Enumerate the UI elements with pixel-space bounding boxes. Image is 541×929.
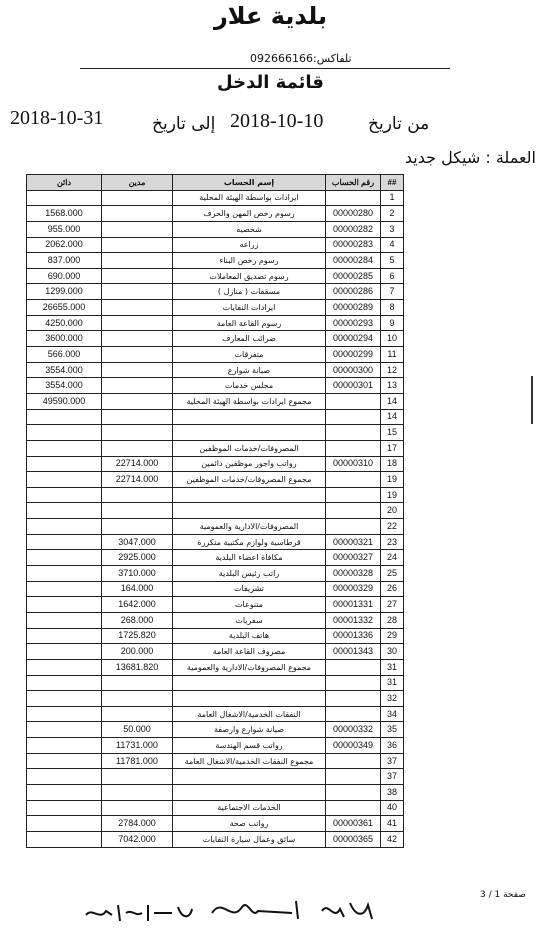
cell-credit: 3554.000	[27, 362, 102, 378]
table-row	[27, 722, 404, 738]
cell-debit	[102, 237, 173, 253]
cell-row-number: 28	[381, 612, 404, 628]
cell-debit: 11731.000	[102, 738, 173, 754]
cell-account-number	[326, 472, 381, 488]
cell-debit	[102, 675, 173, 691]
cell-account-number	[326, 769, 381, 785]
cell-row-number: 37	[381, 753, 404, 769]
cell-debit	[102, 519, 173, 535]
cell-account-number: 00000299	[326, 347, 381, 363]
table-row	[27, 300, 404, 316]
cell-account-number	[326, 503, 381, 519]
cell-row-number: 13	[381, 378, 404, 394]
cell-debit	[102, 440, 173, 456]
cell-row-number: 41	[381, 816, 404, 832]
cell-row-number: 19	[381, 472, 404, 488]
cell-debit	[102, 503, 173, 519]
cell-credit	[27, 456, 102, 472]
cell-account-name: المصروفات/الادارية والعمومية	[173, 519, 326, 535]
cell-debit	[102, 706, 173, 722]
cell-credit	[27, 472, 102, 488]
cell-account-number	[326, 425, 381, 441]
cell-credit: 837.000	[27, 253, 102, 269]
cell-account-name: مجموع النفقات الخدمية/الاشغال العامة	[173, 753, 326, 769]
table-row	[27, 659, 404, 675]
cell-credit	[27, 425, 102, 441]
to-date-label: إلى تاريخ	[152, 114, 216, 134]
cell-row-number: 25	[381, 566, 404, 582]
cell-row-number: 32	[381, 691, 404, 707]
cell-credit	[27, 612, 102, 628]
cell-row-number: 14	[381, 409, 404, 425]
cell-credit	[27, 534, 102, 550]
table-row	[27, 206, 404, 222]
cell-account-name: رواتب قسم الهندسة	[173, 738, 326, 754]
cell-account-number	[326, 409, 381, 425]
cell-account-name: قرطاسية ولوازم مكتبية متكررة	[173, 534, 326, 550]
cell-debit: 22714.000	[102, 456, 173, 472]
table-row	[27, 597, 404, 613]
header-credit: دائن	[27, 175, 102, 191]
phone-fax: تلفاكس:092666166	[250, 52, 352, 65]
cell-account-number: 00000284	[326, 253, 381, 269]
cell-account-name: ايرادات النفايات	[173, 300, 326, 316]
table-row	[27, 784, 404, 800]
cell-account-name: مجلس خدمات	[173, 378, 326, 394]
cell-credit	[27, 644, 102, 660]
cell-account-name: رسوم رخص المهن والحرف	[173, 206, 326, 222]
cell-debit	[102, 300, 173, 316]
table-row	[27, 456, 404, 472]
cell-account-name: رسوم تصديق المعاملات	[173, 268, 326, 284]
cell-account-name: رسوم رخص البناء	[173, 253, 326, 269]
table-row	[27, 253, 404, 269]
table-row	[27, 378, 404, 394]
table-row	[27, 753, 404, 769]
cell-account-name: الخدمات الاجتماعية	[173, 800, 326, 816]
cell-debit	[102, 331, 173, 347]
cell-debit	[102, 393, 173, 409]
cell-account-number: 00000329	[326, 581, 381, 597]
cell-credit	[27, 487, 102, 503]
cell-account-name: رسوم القاعة العامة	[173, 315, 326, 331]
table-row	[27, 581, 404, 597]
cell-credit: 566.000	[27, 347, 102, 363]
cell-account-name: رواتب صحة	[173, 816, 326, 832]
cell-account-name: شخصيه	[173, 221, 326, 237]
cell-credit	[27, 753, 102, 769]
cell-row-number: 12	[381, 362, 404, 378]
from-date: 2018-10-10	[230, 110, 324, 132]
cell-debit: 2784.000	[102, 816, 173, 832]
cell-debit: 200.000	[102, 644, 173, 660]
table-row	[27, 769, 404, 785]
cell-row-number: 30	[381, 644, 404, 660]
table-row	[27, 519, 404, 535]
cell-debit: 1725.820	[102, 628, 173, 644]
cell-account-name: مصروف القاعة العامة	[173, 644, 326, 660]
table-row	[27, 221, 404, 237]
cell-debit: 1642.000	[102, 597, 173, 613]
cell-account-number: 00000293	[326, 315, 381, 331]
cell-account-number: 00000332	[326, 722, 381, 738]
to-date: 2018-10-31	[10, 107, 104, 129]
cell-debit: 7042.000	[102, 831, 173, 847]
cell-account-name: النفقات الخدمية/الاشغال العامة	[173, 706, 326, 722]
cell-account-number	[326, 784, 381, 800]
cell-debit: 50.000	[102, 722, 173, 738]
cell-debit	[102, 268, 173, 284]
cell-account-name: مجموع ايرادات بواسطة الهيئة المحلية	[173, 393, 326, 409]
cell-debit	[102, 253, 173, 269]
table-row	[27, 738, 404, 754]
cell-credit: 1568.000	[27, 206, 102, 222]
cell-debit	[102, 409, 173, 425]
table-row	[27, 675, 404, 691]
table-row	[27, 691, 404, 707]
cell-debit	[102, 691, 173, 707]
cell-row-number: 40	[381, 800, 404, 816]
table-row	[27, 628, 404, 644]
cell-debit: 164.000	[102, 581, 173, 597]
cell-debit: 268.000	[102, 612, 173, 628]
cell-account-name: مجموع المصروفات/الادارية والعمومية	[173, 659, 326, 675]
cell-debit: 3710.000	[102, 566, 173, 582]
cell-credit	[27, 706, 102, 722]
cell-debit	[102, 190, 173, 206]
cell-credit	[27, 566, 102, 582]
cell-account-number: 00000294	[326, 331, 381, 347]
document-title: قائمة الدخل	[217, 72, 324, 93]
cell-account-number	[326, 190, 381, 206]
cell-account-number: 00000285	[326, 268, 381, 284]
cell-credit: 3554.000	[27, 378, 102, 394]
cell-row-number: 17	[381, 440, 404, 456]
table-row	[27, 472, 404, 488]
cell-credit	[27, 503, 102, 519]
cell-credit	[27, 190, 102, 206]
cell-account-number	[326, 440, 381, 456]
cell-credit	[27, 831, 102, 847]
cell-debit: 2925.000	[102, 550, 173, 566]
cell-debit	[102, 284, 173, 300]
cell-account-number: 00000361	[326, 816, 381, 832]
cell-credit	[27, 597, 102, 613]
cell-row-number: 26	[381, 581, 404, 597]
cell-debit	[102, 784, 173, 800]
cell-row-number: 11	[381, 347, 404, 363]
cell-account-number	[326, 691, 381, 707]
cell-account-number: 00001332	[326, 612, 381, 628]
cell-account-number: 00001336	[326, 628, 381, 644]
cell-account-number: 00000301	[326, 378, 381, 394]
table-row	[27, 534, 404, 550]
cell-credit: 690.000	[27, 268, 102, 284]
cell-credit: 2062.000	[27, 237, 102, 253]
handwritten-signature	[82, 893, 382, 927]
cell-row-number: 34	[381, 706, 404, 722]
cell-account-name: راتب رئيس البلدية	[173, 566, 326, 582]
cell-row-number: 29	[381, 628, 404, 644]
cell-row-number: 5	[381, 253, 404, 269]
cell-debit	[102, 800, 173, 816]
table-row	[27, 550, 404, 566]
table-row	[27, 331, 404, 347]
cell-account-name: مجموع المصروفات/خدمات الموظفين	[173, 472, 326, 488]
table-row	[27, 612, 404, 628]
cell-credit	[27, 691, 102, 707]
cell-credit: 49590.000	[27, 393, 102, 409]
cell-row-number: 35	[381, 722, 404, 738]
table-row	[27, 268, 404, 284]
cell-credit	[27, 675, 102, 691]
cell-row-number: 4	[381, 237, 404, 253]
cell-account-number	[326, 800, 381, 816]
cell-account-name: المصروفات/خدمات الموظفين	[173, 440, 326, 456]
cell-account-number: 00000310	[326, 456, 381, 472]
cell-credit	[27, 628, 102, 644]
cell-debit	[102, 347, 173, 363]
cell-row-number: 10	[381, 331, 404, 347]
cell-debit	[102, 769, 173, 785]
cell-credit	[27, 800, 102, 816]
cell-row-number: 22	[381, 519, 404, 535]
cell-credit	[27, 816, 102, 832]
cell-account-name: هاتف البلدية	[173, 628, 326, 644]
cell-row-number: 27	[381, 597, 404, 613]
cell-credit	[27, 581, 102, 597]
cell-account-number: 00000365	[326, 831, 381, 847]
cell-account-number: 00001331	[326, 597, 381, 613]
cell-account-number: 00000280	[326, 206, 381, 222]
table-header-row	[27, 175, 404, 191]
cell-debit	[102, 378, 173, 394]
header-account-name: إسم الحساب	[173, 175, 326, 191]
table-row	[27, 347, 404, 363]
cell-debit	[102, 206, 173, 222]
cell-account-name: متنوعات	[173, 597, 326, 613]
cell-account-name: متفرقات	[173, 347, 326, 363]
currency-label: العملة : شيكل جديد	[404, 148, 536, 167]
cell-account-number: 00000327	[326, 550, 381, 566]
cell-account-number: 00000283	[326, 237, 381, 253]
cell-account-number	[326, 706, 381, 722]
table-row	[27, 409, 404, 425]
page-number: صفحة 1 / 3	[480, 890, 526, 900]
cell-account-name: صيانة شوارع وارصفة	[173, 722, 326, 738]
table-row	[27, 393, 404, 409]
cell-row-number: 3	[381, 221, 404, 237]
cell-row-number: 1	[381, 190, 404, 206]
cell-account-name: مسقفات ( منازل )	[173, 284, 326, 300]
cell-account-number: 00000349	[326, 738, 381, 754]
cell-credit: 955.000	[27, 221, 102, 237]
cell-credit	[27, 738, 102, 754]
cell-row-number: 14	[381, 393, 404, 409]
cell-account-number	[326, 659, 381, 675]
cell-account-name: سائق وعمال سيارة النفايات	[173, 831, 326, 847]
cell-debit	[102, 221, 173, 237]
cell-account-number	[326, 753, 381, 769]
cell-account-name: ايرادات بواسطة الهيئة المحلية	[173, 190, 326, 206]
cell-credit	[27, 722, 102, 738]
cell-credit	[27, 769, 102, 785]
cell-account-name: صيانة شوارع	[173, 362, 326, 378]
cell-account-name: رواتب واجور موظفين دائمين	[173, 456, 326, 472]
cell-account-name	[173, 769, 326, 785]
cell-credit	[27, 440, 102, 456]
table-row	[27, 237, 404, 253]
table-row	[27, 816, 404, 832]
table-row	[27, 566, 404, 582]
cell-row-number: 23	[381, 534, 404, 550]
cell-debit	[102, 425, 173, 441]
cell-account-number: 00000300	[326, 362, 381, 378]
cell-account-name	[173, 675, 326, 691]
cell-row-number: 20	[381, 503, 404, 519]
table-row	[27, 190, 404, 206]
cell-account-number: 00000321	[326, 534, 381, 550]
cell-credit: 3600.000	[27, 331, 102, 347]
cell-account-number	[326, 675, 381, 691]
cell-debit: 11781.000	[102, 753, 173, 769]
cell-credit: 4250.000	[27, 315, 102, 331]
table-row	[27, 362, 404, 378]
cell-row-number: 31	[381, 675, 404, 691]
cell-row-number: 42	[381, 831, 404, 847]
cell-row-number: 15	[381, 425, 404, 441]
cell-account-name: تشريفات	[173, 581, 326, 597]
cell-credit: 26655.000	[27, 300, 102, 316]
cell-account-name: سفريات	[173, 612, 326, 628]
margin-pen-mark	[531, 376, 533, 424]
cell-row-number: 36	[381, 738, 404, 754]
cell-account-name: مكافاة اعضاء البلدية	[173, 550, 326, 566]
cell-row-number: 19	[381, 487, 404, 503]
cell-row-number: 24	[381, 550, 404, 566]
table-row	[27, 487, 404, 503]
table-row	[27, 440, 404, 456]
cell-account-name	[173, 425, 326, 441]
cell-account-name	[173, 487, 326, 503]
cell-account-number	[326, 393, 381, 409]
cell-credit	[27, 519, 102, 535]
table-row	[27, 706, 404, 722]
table-row	[27, 284, 404, 300]
cell-account-number: 00000286	[326, 284, 381, 300]
header-debit: مدين	[102, 175, 173, 191]
cell-row-number: 6	[381, 268, 404, 284]
table-row	[27, 425, 404, 441]
cell-row-number: 37	[381, 769, 404, 785]
cell-credit	[27, 550, 102, 566]
cell-row-number: 8	[381, 300, 404, 316]
cell-debit: 22714.000	[102, 472, 173, 488]
from-date-label: من تاريخ	[368, 114, 430, 134]
table-row	[27, 503, 404, 519]
cell-debit: 3047.000	[102, 534, 173, 550]
cell-account-number: 00000282	[326, 221, 381, 237]
cell-row-number: 18	[381, 456, 404, 472]
cell-account-number: 00000328	[326, 566, 381, 582]
cell-row-number: 38	[381, 784, 404, 800]
cell-account-name	[173, 503, 326, 519]
cell-credit	[27, 784, 102, 800]
cell-debit	[102, 487, 173, 503]
cell-credit: 1299.000	[27, 284, 102, 300]
cell-row-number: 2	[381, 206, 404, 222]
cell-debit	[102, 315, 173, 331]
cell-debit	[102, 362, 173, 378]
cell-account-name	[173, 691, 326, 707]
table-row	[27, 644, 404, 660]
cell-account-number: 00001343	[326, 644, 381, 660]
table-row	[27, 800, 404, 816]
cell-row-number: 7	[381, 284, 404, 300]
cell-row-number: 31	[381, 659, 404, 675]
cell-debit: 13681.820	[102, 659, 173, 675]
cell-row-number: 9	[381, 315, 404, 331]
cell-credit	[27, 409, 102, 425]
header-account-number: رقم الحساب	[326, 175, 381, 191]
header-row-number: ##	[381, 175, 404, 191]
cell-account-name	[173, 409, 326, 425]
cell-account-number	[326, 487, 381, 503]
cell-credit	[27, 659, 102, 675]
table-row	[27, 315, 404, 331]
municipality-name: بلدية علار	[213, 2, 328, 30]
cell-account-number: 00000289	[326, 300, 381, 316]
cell-account-name	[173, 784, 326, 800]
cell-account-name: ضرائب المعارف	[173, 331, 326, 347]
table-row	[27, 831, 404, 847]
income-statement-table	[26, 174, 404, 848]
cell-account-name: زراعه	[173, 237, 326, 253]
header-divider	[80, 68, 450, 69]
cell-account-number	[326, 519, 381, 535]
